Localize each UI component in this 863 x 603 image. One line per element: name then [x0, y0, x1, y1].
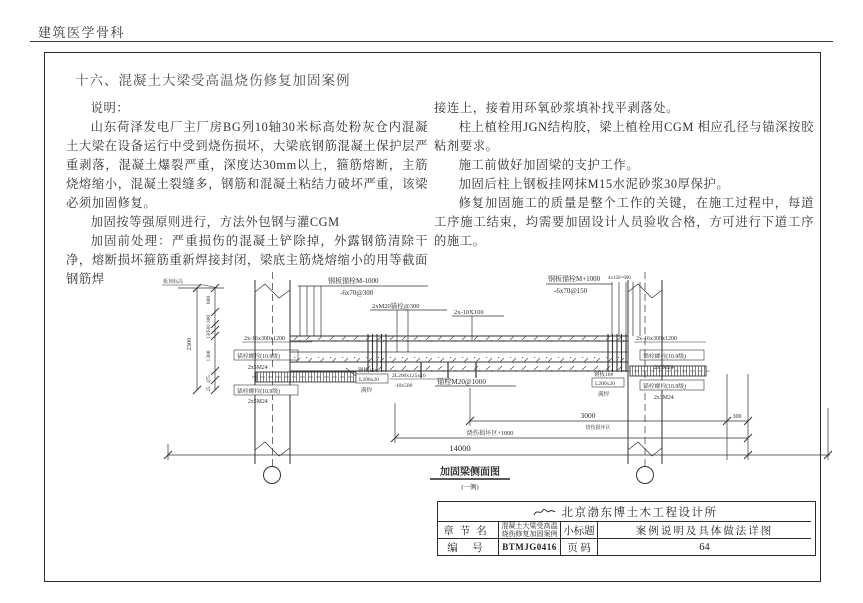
right-plate16-label: 钢板16# [594, 372, 614, 378]
subtitle-value-cell: 案例说明及具体做法详图 [598, 522, 811, 539]
beam-body [290, 336, 628, 371]
dim-14000-label: 14000 [449, 443, 471, 453]
left-vertical-dims [162, 278, 224, 394]
beam-mid-hatch [292, 357, 626, 362]
notes-paragraph: 山东荷泽发电厂主厂房BG列10轴30米标高处粉灰仓内混凝土大梁在设备运行中受到烧伤损坏，大梁底钢筋混凝土保护层严重剥落，混凝土爆裂严重，深度达30mm以上，箍筋熔断，主筋烧熔缩小，混凝土裂缝多，钢筋和混凝土粘结力破坏严重，该梁必须加固修复。 [66, 120, 428, 210]
left-weld-label: 满焊 [361, 388, 373, 394]
running-header: 建筑医学骨科 [38, 25, 126, 40]
beam-elevation-drawing [160, 268, 832, 508]
dim-600-label: 600 [206, 295, 212, 305]
bottom-anchor-annotation [421, 362, 516, 386]
notes-right-column [434, 99, 814, 251]
dim-130-label: 130 [207, 331, 212, 339]
notes-left-column [66, 99, 428, 289]
notes-heading: 说明： [90, 101, 130, 115]
dim-500-label: 500 [207, 324, 212, 332]
dim-25-label: 25 [207, 386, 212, 392]
notes-paragraph: 加固前处理：严重损伤的混凝土铲除掉，外露钢筋清除干净，熔断损坏箍筋重新焊接封闭，梁底主筋烧熔缩小的用等截面钢筋焊 [66, 234, 428, 286]
number-label-cell: 编 号 [438, 539, 499, 555]
drawing-title-group [430, 465, 510, 491]
bottom-anchor-label: 锚栓M20@1000 [437, 378, 486, 386]
dim-2300-label: 2300 [186, 337, 193, 351]
angle-big-label-1: 2L200x125x16 [392, 373, 426, 379]
left-plate-label: 2x-16x300x1200 [244, 336, 285, 342]
left-bolt-label-top: 锚栓螺栓(10.9级) [237, 354, 280, 360]
chapter-line2: 烧伤修复加固案例 [501, 530, 558, 538]
elevation-label: 板顶标高 [163, 280, 184, 285]
dim-300-v-label: 300 [206, 314, 212, 324]
notes-paragraph: 施工前做好加固梁的支护工作。 [458, 158, 640, 172]
right-angle-small-label: L200x20 [595, 381, 615, 387]
dim-mid-label: 烧伤损坏区+1000 [466, 430, 514, 437]
dim-300-label: 300 [732, 414, 742, 420]
right-bolt-label-top: 锚栓螺栓(10.9级) [643, 354, 686, 360]
top-left-note-line1: 钢板锚栓M-1000 [328, 277, 379, 285]
right-weld-label: 满焊 [598, 392, 610, 398]
drawing-title: 加固梁侧面图 [440, 467, 500, 478]
left-bolt-spec-bottom: 2x5M24 [248, 399, 268, 405]
chapter-label-cell: 章节名 [438, 522, 499, 539]
drawing-subtitle: (一侧) [461, 484, 479, 491]
left-angle-small-label: L200x20 [359, 377, 379, 383]
top-right-note-line2: -6x70@150 [554, 287, 588, 295]
angle-big-label-2: -10x500 [394, 383, 413, 389]
header-divider [30, 41, 833, 42]
dim-mid [391, 429, 752, 442]
page-title: 十六、混凝土大梁受高温烧伤修复加固案例 [75, 73, 351, 88]
mid-anchor-label: 2xM20锚栓@300 [372, 303, 420, 310]
left-bolt-spec-top: 2x5M24 [248, 365, 268, 371]
page-value-cell: 64 [699, 541, 710, 553]
left-bolt-label-bottom: 锚栓螺栓(10.9级) [237, 389, 280, 395]
chapter-line1: 混凝土大梁受高温 [501, 522, 558, 530]
notes-paragraph: 加固后柱上钢板挂网抹M15水泥砂浆30厚保护。 [458, 177, 730, 191]
notes-paragraph: 加固按等强原则进行，方法外包钢与灌CGM [90, 215, 340, 229]
dim-475-label: 475 [207, 375, 212, 383]
notes-paragraph: 柱上植栓用JGN结构胶，梁上植栓用CGM 相应孔径与锚深按胶粘剂要求。 [434, 120, 814, 153]
left-plate16-label: 钢板16# [358, 368, 378, 374]
axis-bubble-right [637, 467, 654, 484]
beam-bottom-hatch [360, 366, 626, 371]
top-right-spacing-label: 4x150=600 [608, 276, 631, 281]
notes-paragraph: 修复加固施工的质量是整个工作的关键，在施工过程中，每道工序施工结束，均需要加固设计人员验收合格，方可进行下道工序的施工。 [434, 196, 814, 248]
company-row [438, 502, 811, 522]
title-block [437, 501, 816, 556]
axis-bubble-left [264, 467, 281, 484]
dim-3000 [466, 411, 731, 431]
number-value-cell: BTMJG0416 [499, 539, 561, 555]
company-name: 北京渤东博土木工程设计所 [561, 506, 718, 519]
top-right-note-line1: 钢板锚栓M+1000 [548, 275, 601, 283]
chapter-value-cell [499, 522, 561, 539]
subtitle-label-cell: 小标题 [561, 522, 598, 539]
dim-14000 [164, 443, 832, 459]
top-right-annotation [546, 274, 640, 336]
company-logo-icon [532, 506, 556, 518]
right-bolt-label-bottom: 锚栓螺栓(10.9级) [643, 384, 686, 390]
page-label-cell: 页 码 [561, 539, 598, 555]
dim-3000-sublabel: 烧伤损坏区 [585, 426, 611, 431]
beam-top-hatch [292, 336, 626, 341]
mid-plate-label: 2x-10X100 [454, 309, 484, 316]
right-bolt-spec-bottom: 2x3M24 [654, 395, 674, 401]
dim-3000-label: 3000 [580, 411, 596, 420]
dim-1300-label: 1300 [206, 350, 212, 362]
right-plate-label: 2x-16x300x1200 [636, 336, 677, 342]
top-left-note-line2: -6x70@300 [340, 289, 374, 297]
notes-paragraph: 接连上，接着用环氧砂浆填补找平剥落处。 [434, 101, 680, 115]
